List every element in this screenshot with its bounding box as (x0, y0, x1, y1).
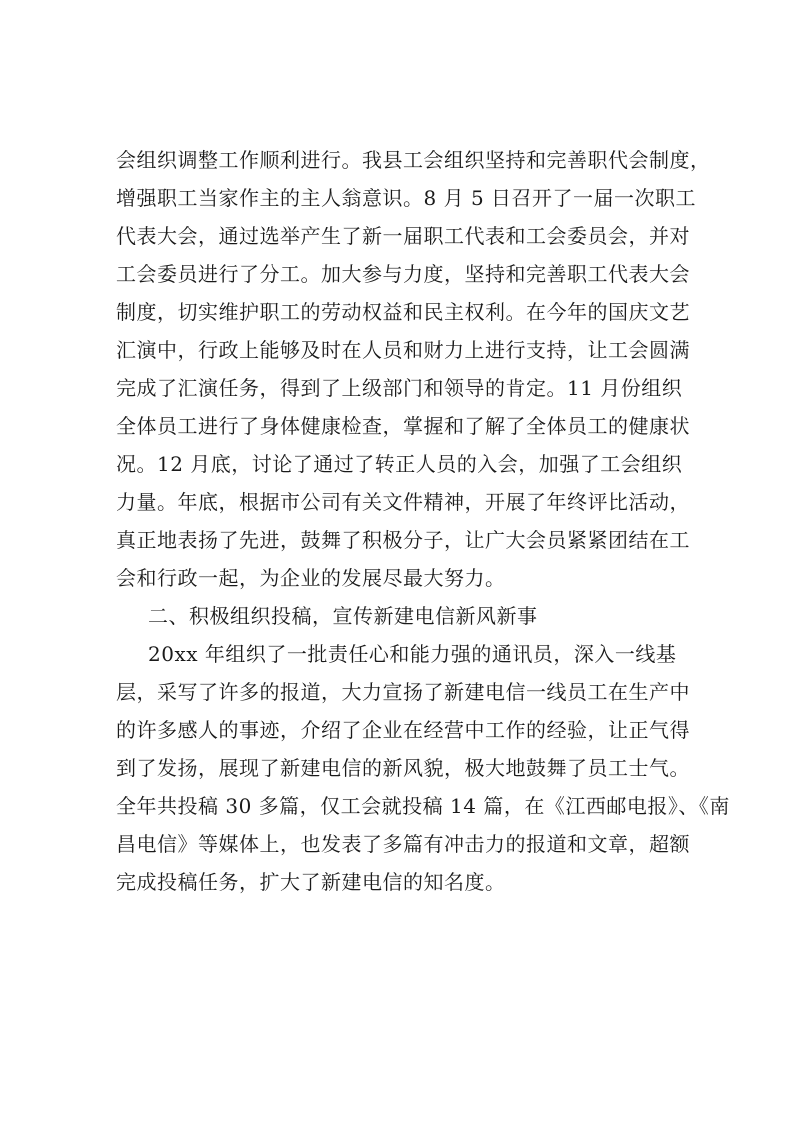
text-line: 会组织调整工作顺利进行。我县工会组织坚持和完善职代会制度， (116, 148, 711, 172)
text-line: 昌电信》等媒体上，也发表了多篇有冲击力的报道和文章，超额 (116, 832, 690, 856)
text-line: 力量。年底，根据市公司有关文件精神，开展了年终评比活动， (116, 490, 690, 514)
text-line: 工会委员进行了分工。加大参与力度，坚持和完善职工代表大会 (116, 262, 690, 286)
text-line: 会和行政一起，为企业的发展尽最大努力。 (116, 566, 506, 590)
text-line: 况。12 月底，讨论了通过了转正人员的入会，加强了工会组织 (116, 452, 683, 476)
text-line: 代表大会，通过选举产生了新一届职工代表和工会委员会，并对 (116, 224, 690, 248)
text-line: 全体员工进行了身体健康检查，掌握和了解了全体员工的健康状 (116, 414, 690, 438)
text-line: 全年共投稿 30 多篇，仅工会就投稿 14 篇，在《江西邮电报》、《南 (116, 794, 730, 818)
document-body (116, 141, 730, 901)
text-line: 20xx 年组织了一批责任心和能力强的通讯员，深入一线基 (148, 642, 677, 666)
paragraph-submissions (116, 635, 730, 901)
text-line: 汇演中，行政上能够及时在人员和财力上进行支持，让工会圆满 (116, 338, 690, 362)
text-line: 到了发扬，展现了新建电信的新风貌，极大地鼓舞了员工士气。 (116, 756, 690, 780)
text-line: 层，采写了许多的报道，大力宣扬了新建电信一线员工在生产中 (116, 680, 690, 704)
text-line: 的许多感人的事迹，介绍了企业在经营中工作的经验，让正气得 (116, 718, 690, 742)
text-line: 完成了汇演任务，得到了上级部门和领导的肯定。11 月份组织 (116, 376, 683, 400)
text-line: 增强职工当家作主的主人翁意识。8 月 5 日召开了一届一次职工 (116, 186, 697, 210)
text-line: 完成投稿任务，扩大了新建电信的知名度。 (116, 870, 506, 894)
paragraph-continuation (116, 141, 711, 597)
text-line: 制度，切实维护职工的劳动权益和民主权利。在今年的国庆文艺 (116, 300, 690, 324)
section-heading: 二、积极组织投稿，宣传新建电信新风新事 (148, 604, 538, 628)
text-line: 真正地表扬了先进，鼓舞了积极分子，让广大会员紧紧团结在工 (116, 528, 690, 552)
